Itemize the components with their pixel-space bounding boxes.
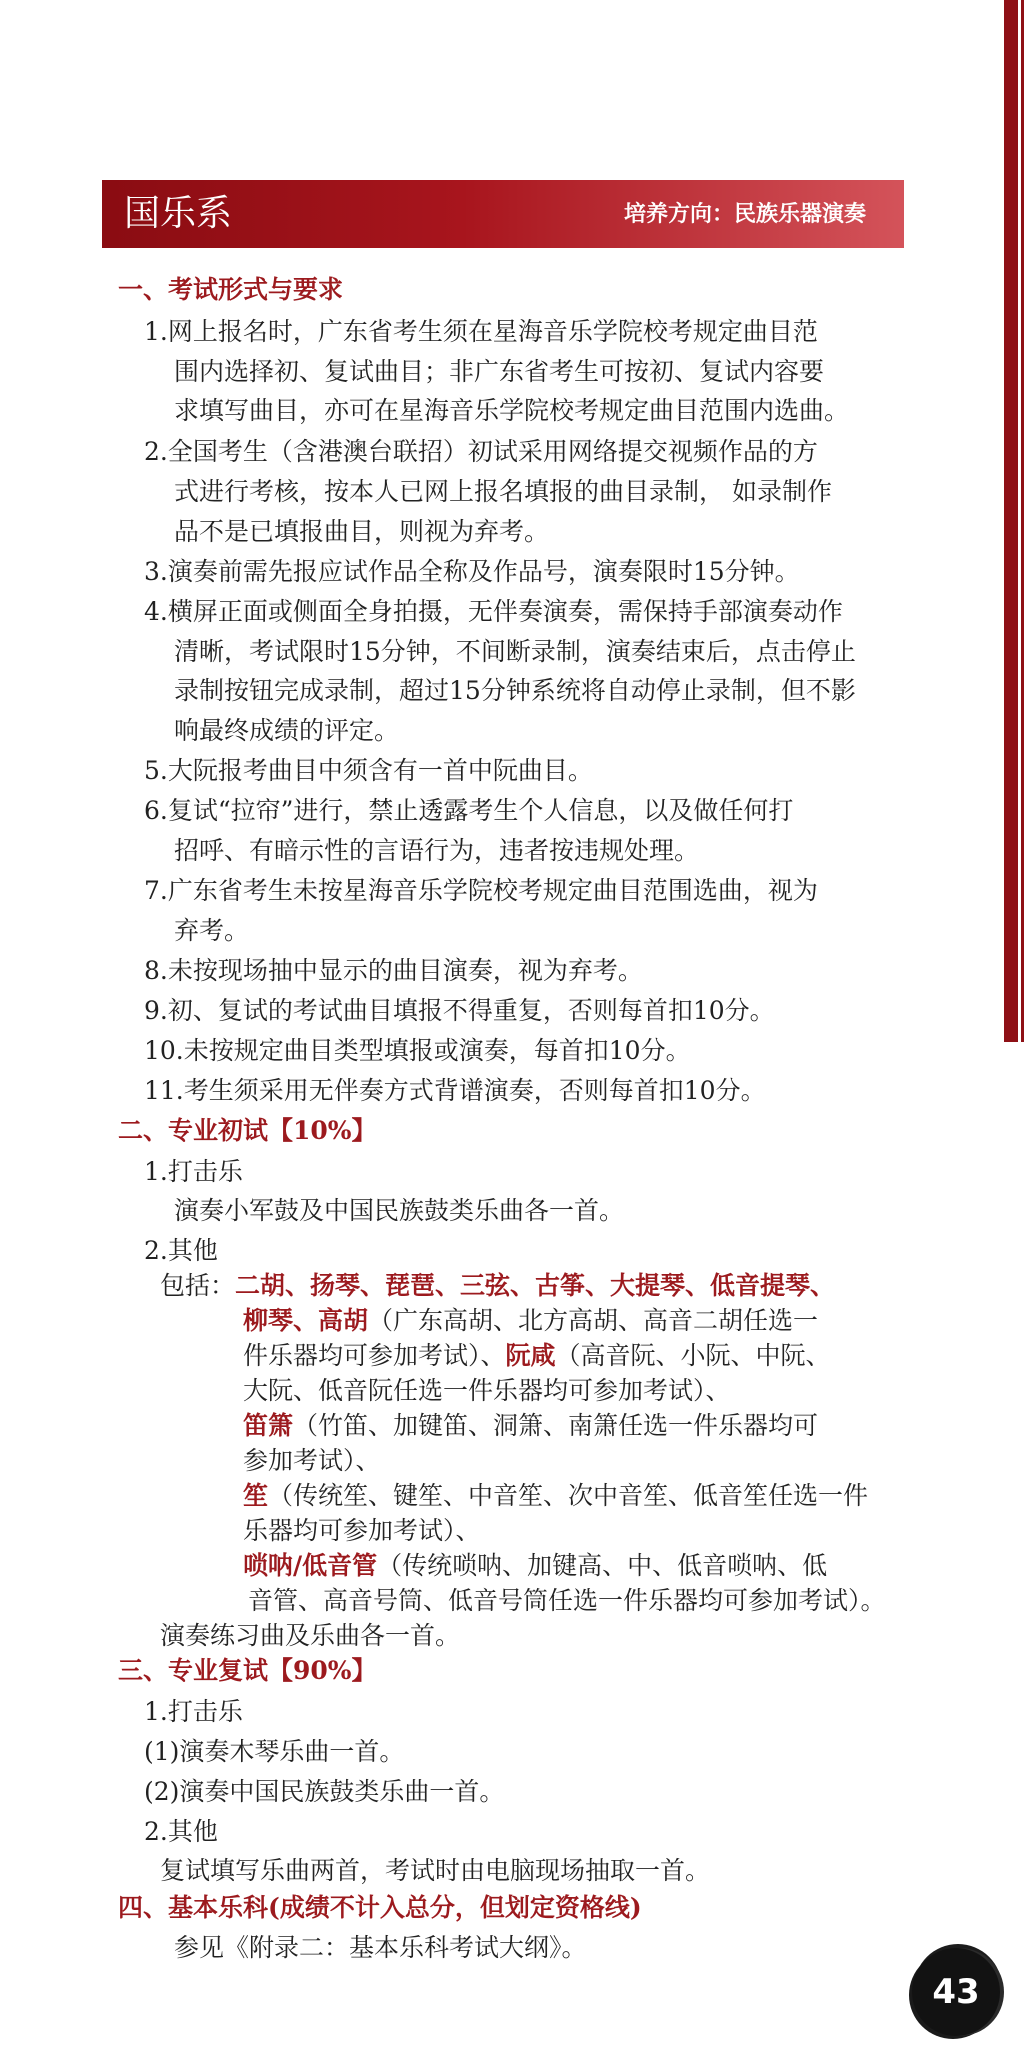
section-1-line: 6.复试“拉帘”进行，禁止透露考生个人信息，以及做任何打 (144, 796, 794, 825)
instrument-names: 唢呐/低音管 (243, 1551, 378, 1580)
section-3-line: (1)演奏木琴乐曲一首。 (144, 1737, 405, 1766)
page-number: 43 (932, 1972, 980, 2012)
section-1-line: 3.演奏前需先报应试作品全称及作品号，演奏限时15分钟。 (144, 557, 800, 586)
section-1-heading: 一、考试形式与要求 (118, 275, 344, 304)
training-direction: 培养方向：民族乐器演奏 (623, 202, 866, 227)
section-1-line: 响最终成绩的评定。 (174, 716, 400, 745)
instrument-list-line (160, 1268, 835, 1304)
section-4-line: 参见《附录二：基本乐科考试大纲》。 (174, 1933, 587, 1962)
section-4-heading: 四、基本乐科(成绩不计入总分，但划定资格线) (118, 1893, 642, 1922)
section-2-line: 1.打击乐 (144, 1157, 243, 1186)
section-2-heading: 二、专业初试【10%】 (118, 1116, 377, 1145)
instrument-list-line (243, 1338, 831, 1374)
section-1-line: 4.横屏正面或侧面全身拍摄，无伴奏演奏，需保持手部演奏动作 (144, 597, 843, 626)
instrument-list-line: 音管、高音号筒、低音号筒任选一件乐器均可参加考试）。 (248, 1586, 886, 1615)
instrument-names: 二胡、扬琴、琵琶、三弦、古筝、大提琴、低音提琴、 (235, 1271, 836, 1300)
instrument-note: （高音阮、小阮、中阮、 (555, 1341, 831, 1370)
instrument-list-line: 大阮、低音阮任选一件乐器均可参加考试）、 (243, 1376, 731, 1405)
section-2-line: 演奏小军鼓及中国民族鼓类乐曲各一首。 (174, 1196, 625, 1225)
section-1-line: 8.未按现场抽中显示的曲目演奏，视为弃考。 (144, 956, 643, 985)
instrument-list-line: 乐器均可参加考试）、 (243, 1516, 481, 1545)
instrument-list-line (243, 1303, 818, 1339)
department-title: 国乐系 (124, 193, 233, 234)
section-1-line: 围内选择初、复试曲目；非广东省考生可按初、复试内容要 (174, 357, 825, 386)
section-3-line: 2.其他 (144, 1817, 218, 1846)
instrument-list-line (243, 1548, 827, 1584)
section-1-line: 清晰，考试限时15分钟，不间断录制，演奏结束后，点击停止 (174, 637, 856, 666)
instrument-note: 件乐器均可参加考试）、 (243, 1341, 506, 1370)
right-edge-bar (1004, 0, 1018, 1042)
instrument-list-label: 包括： (160, 1271, 236, 1300)
instrument-names: 笙 (243, 1481, 269, 1510)
section-1-line: 招呼、有暗示性的言语行为，违者按违规处理。 (174, 836, 700, 865)
section-1-line: 9.初、复试的考试曲目填报不得重复，否则每首扣10分。 (144, 996, 775, 1025)
section-1-line: 10.未按规定曲目类型填报或演奏，每首扣10分。 (144, 1036, 691, 1065)
section-1-line: 2.全国考生（含港澳台联招）初试采用网络提交视频作品的方 (144, 437, 818, 466)
section-1-line: 1.网上报名时，广东省考生须在星海音乐学院校考规定曲目范 (144, 317, 818, 346)
instrument-note: （广东高胡、北方高胡、高音二胡任选一 (368, 1306, 819, 1335)
instrument-list-line: 参加考试）、 (243, 1446, 381, 1475)
section-1-line: 11.考生须采用无伴奏方式背谱演奏，否则每首扣10分。 (144, 1076, 766, 1105)
section-1-line: 录制按钮完成录制，超过15分钟系统将自动停止录制，但不影 (174, 676, 856, 705)
instrument-note: （传统唢呐、加键高、中、低音唢呐、低 (377, 1551, 828, 1580)
section-2-line: 2.其他 (144, 1236, 218, 1265)
department-banner (102, 180, 904, 248)
instrument-names: 阮咸 (505, 1341, 556, 1370)
page-number-badge (912, 1948, 1000, 2036)
section-1-line: 式进行考核，按本人已网上报名填报的曲目录制， 如录制作 (174, 477, 832, 506)
section-2-line: 演奏练习曲及乐曲各一首。 (160, 1621, 461, 1650)
instrument-note: （竹笛、加键笛、洞箫、南箫任选一件乐器均可 (293, 1411, 819, 1440)
instrument-list-line (243, 1478, 868, 1514)
section-3-line: 1.打击乐 (144, 1697, 243, 1726)
instrument-note: （传统笙、键笙、中音笙、次中音笙、低音笙任选一件 (268, 1481, 869, 1510)
section-1-line: 7.广东省考生未按星海音乐学院校考规定曲目范围选曲，视为 (144, 876, 818, 905)
section-1-line: 品不是已填报曲目，则视为弃考。 (174, 517, 550, 546)
instrument-names: 柳琴、高胡 (243, 1306, 369, 1335)
section-3-heading: 三、专业复试【90%】 (118, 1656, 377, 1685)
instrument-names: 笛箫 (243, 1411, 294, 1440)
section-1-line: 求填写曲目，亦可在星海音乐学院校考规定曲目范围内选曲。 (174, 396, 850, 425)
section-3-line: 复试填写乐曲两首，考试时由电脑现场抽取一首。 (160, 1856, 711, 1885)
section-1-line: 弃考。 (174, 916, 250, 945)
section-3-line: (2)演奏中国民族鼓类乐曲一首。 (144, 1777, 505, 1806)
instrument-list-line (243, 1408, 818, 1444)
section-1-line: 5.大阮报考曲目中须含有一首中阮曲目。 (144, 756, 593, 785)
